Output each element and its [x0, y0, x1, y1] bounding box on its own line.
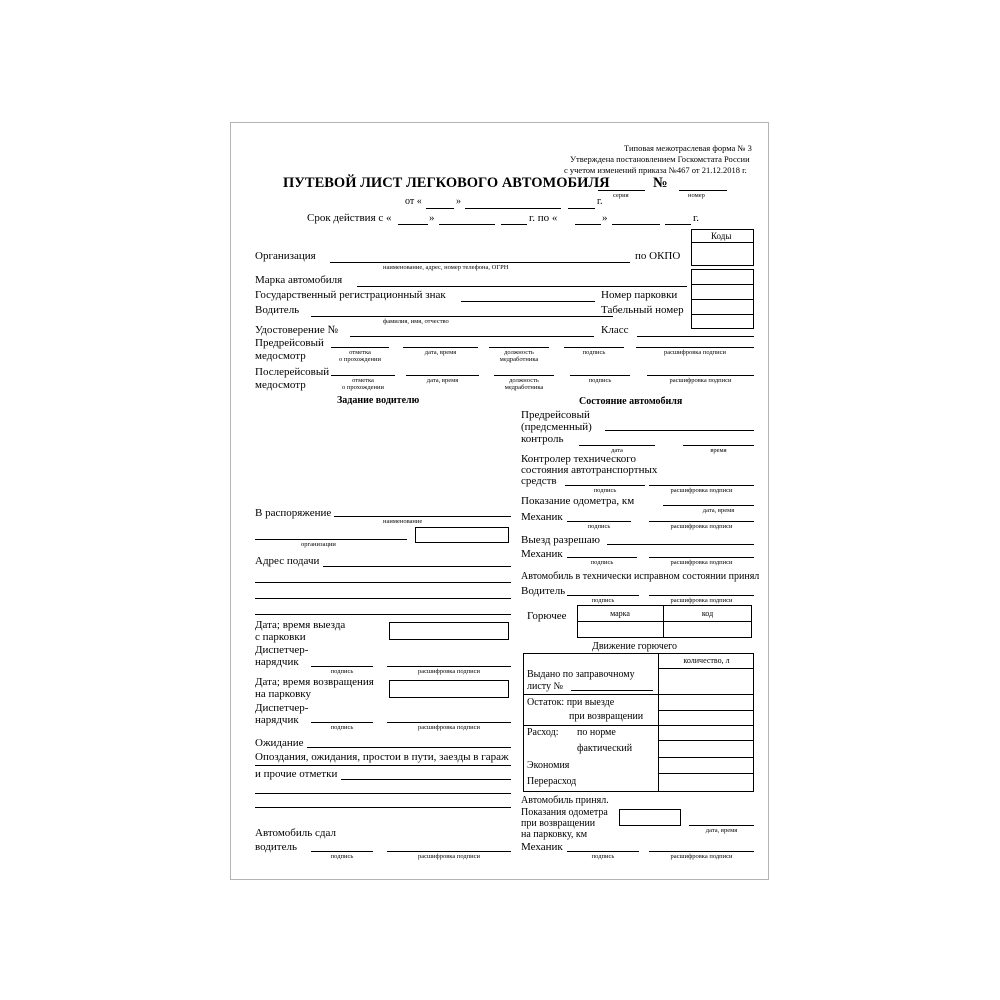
departure-label-1: Дата; время выезда: [255, 619, 346, 631]
form-approval-line-2: Утверждена постановлением Госкомстата России: [570, 154, 750, 164]
mechanic-1-decoding-field[interactable]: [649, 521, 754, 522]
pre-medical-signature-caption: подпись: [582, 349, 606, 356]
car-handed-label-2: водитель: [255, 841, 297, 853]
pre-medical-datetime-field[interactable]: [403, 347, 478, 348]
pickup-address-field-3[interactable]: [255, 598, 511, 599]
issued-label-2: листу №: [527, 681, 564, 692]
precheck-label-2: (предсменный): [521, 421, 592, 433]
precheck-label-3: контроль: [521, 433, 564, 445]
codes-header: Коды: [711, 231, 732, 241]
odo-return-label-2: при возвращении: [521, 818, 596, 829]
mechanic-3-decoding-field[interactable]: [649, 851, 754, 852]
parking-number-label: Номер парковки: [601, 289, 678, 301]
pre-medical-position-field[interactable]: [489, 347, 549, 348]
validity-quote-close: »: [429, 212, 435, 224]
date-month-field[interactable]: [465, 208, 561, 209]
delays-field-3[interactable]: [255, 793, 511, 794]
validity-to-day[interactable]: [575, 224, 601, 225]
odo-return-box[interactable]: [619, 809, 681, 826]
date-from-label: от «: [405, 196, 422, 207]
license-field[interactable]: [350, 336, 594, 337]
post-medical-mark-caption-1: отметка: [352, 377, 374, 384]
fuel-row-divider-6: [658, 773, 754, 774]
pickup-address-label: Адрес подачи: [255, 555, 320, 567]
codes-divider-2: [691, 299, 754, 300]
okpo-code-box[interactable]: [691, 242, 754, 266]
departure-datetime-box[interactable]: [389, 622, 509, 640]
tab-number-label: Табельный номер: [601, 304, 684, 316]
driver-accept-signature-caption: подпись: [591, 597, 615, 604]
accepted-ok-label: Автомобиль в технически исправном состоянии принял: [521, 571, 760, 582]
odo-return-label-1: Показания одометра: [521, 807, 608, 818]
car-handed-signature-field[interactable]: [311, 851, 373, 852]
fuel-row-divider-4: [658, 740, 754, 741]
driver-name-caption: фамилия, имя, отчество: [383, 318, 449, 325]
dispatcher-2-decoding-caption: расшифровка подписи: [417, 724, 481, 731]
fuel-label: Горючее: [527, 610, 567, 622]
controller-label-2: состояния автотранспортных: [521, 464, 658, 476]
car-brand-field[interactable]: [357, 286, 687, 287]
mechanic-1-signature-field[interactable]: [567, 521, 631, 522]
date-quote-close: »: [456, 196, 461, 207]
disposal-org-field[interactable]: [255, 539, 407, 540]
reg-plate-field[interactable]: [461, 301, 595, 302]
date-year-label: г.: [597, 196, 603, 207]
mechanic-1-decoding-caption: расшифровка подписи: [670, 523, 733, 530]
car-handed-signature-caption: подпись: [330, 853, 354, 860]
mechanic-2-decoding-field[interactable]: [649, 557, 754, 558]
number-sign: №: [653, 175, 668, 191]
disposal-org-caption: организации: [301, 541, 336, 548]
car-handed-decoding-caption: расшифровка подписи: [417, 853, 481, 860]
driver-accept-decoding-caption: расшифровка подписи: [670, 597, 733, 604]
codes-header-cell: [691, 229, 754, 243]
dispatcher-1-label-2: нарядчик: [255, 656, 299, 668]
delays-label-2: и прочие отметки: [255, 768, 338, 780]
delays-field-2[interactable]: [341, 779, 511, 780]
driver-accept-signature-field[interactable]: [567, 595, 639, 596]
fuel-table-row-divider: [577, 621, 752, 622]
post-medical-mark-caption-2: о прохождении: [342, 384, 384, 391]
post-medical-signature-field[interactable]: [570, 375, 630, 376]
codes-divider-3: [691, 314, 754, 315]
dispatcher-2-decoding-field[interactable]: [387, 722, 511, 723]
car-handed-label-1: Автомобиль сдал: [255, 827, 336, 839]
pre-medical-signature-field[interactable]: [564, 347, 624, 348]
pre-medical-mark-field[interactable]: [331, 347, 389, 348]
post-medical-label-1: Послерейсовый: [255, 366, 330, 378]
economy-label: Экономия: [527, 760, 570, 771]
post-medical-decoding-field[interactable]: [647, 375, 754, 376]
vehicle-state-title: Состояние автомобиля: [579, 396, 683, 407]
post-medical-datetime-caption: дата, время: [426, 377, 459, 384]
dispatcher-2-label-1: Диспетчер-: [255, 702, 309, 714]
return-datetime-box[interactable]: [389, 680, 509, 698]
fuel-row-divider-5: [658, 757, 754, 758]
rest-label-2: при возвращении: [569, 711, 644, 722]
return-label-2: на парковку: [255, 688, 311, 700]
post-medical-position-caption-2: медработника: [504, 384, 544, 391]
mechanic-1-signature-caption: подпись: [587, 523, 611, 530]
precheck-time-field[interactable]: [683, 445, 754, 446]
precheck-time-caption: время: [710, 447, 727, 454]
pre-medical-label-2: медосмотр: [255, 350, 306, 362]
actual-label: фактический: [577, 743, 633, 754]
odo-return-datetime-caption: дата, время: [705, 827, 738, 834]
car-brand-label: Марка автомобиля: [255, 274, 343, 286]
rest-label-1: Остаток: при выезде: [527, 697, 615, 708]
number-caption: номер: [688, 192, 705, 199]
precheck-date-field[interactable]: [579, 445, 655, 446]
fuel-row-divider-3: [523, 725, 754, 726]
controller-signature-field[interactable]: [565, 485, 645, 486]
waiting-label: Ожидание: [255, 737, 304, 749]
precheck-field-1[interactable]: [605, 430, 754, 431]
post-medical-label-2: медосмотр: [255, 379, 306, 391]
series-caption: серия: [613, 192, 629, 199]
pre-medical-mark-caption-2: о прохождении: [339, 356, 381, 363]
disposal-name-field[interactable]: [334, 516, 511, 517]
pre-medical-decoding-caption: расшифровка подписи: [663, 349, 727, 356]
codes-divider-1: [691, 284, 754, 285]
waybill-form: [230, 122, 769, 880]
mechanic-2-signature-field[interactable]: [567, 557, 637, 558]
delays-label-1: Опоздания, ожидания, простои в пути, заезды в гараж: [255, 751, 509, 763]
series-field[interactable]: [598, 190, 645, 191]
mechanic-3-signature-caption: подпись: [591, 853, 615, 860]
organization-label: Организация: [255, 250, 316, 262]
driver-accept-decoding-field[interactable]: [649, 595, 754, 596]
exit-allowed-field[interactable]: [607, 544, 754, 545]
disposal-code-box[interactable]: [415, 527, 509, 543]
driver-accept-label: Водитель: [521, 585, 566, 597]
post-medical-mark-field[interactable]: [331, 375, 395, 376]
fuel-code-header: код: [701, 609, 714, 618]
dispatcher-1-decoding-caption: расшифровка подписи: [417, 668, 481, 675]
fuel-brand-header: марка: [610, 609, 630, 618]
validity-from-day[interactable]: [398, 224, 428, 225]
pre-medical-decoding-field[interactable]: [636, 347, 754, 348]
controller-signature-caption: подпись: [593, 487, 617, 494]
license-label: Удостоверение №: [255, 324, 338, 336]
mechanic-3-label: Механик: [521, 841, 563, 853]
class-field[interactable]: [637, 336, 754, 337]
date-year-field[interactable]: [568, 208, 595, 209]
organization-caption: наименование, адрес, номер телефона, ОГРН: [383, 264, 509, 271]
mechanic-2-signature-caption: подпись: [590, 559, 614, 566]
pickup-address-field-4[interactable]: [255, 614, 511, 615]
mechanic-3-signature-field[interactable]: [567, 851, 639, 852]
fuel-movement-col-divider: [658, 653, 659, 792]
mechanic-2-label: Механик: [521, 548, 563, 560]
issued-label-1: Выдано по заправочному: [527, 669, 635, 680]
dispatcher-1-signature-field[interactable]: [311, 666, 373, 667]
organization-field[interactable]: [330, 262, 630, 263]
form-approval-line-3: с учетом изменений приказа №467 от 21.12.2018 г.: [564, 165, 747, 175]
waiting-field[interactable]: [307, 747, 511, 748]
pre-medical-datetime-caption: дата, время: [424, 349, 457, 356]
validity-quote-close-2: »: [602, 212, 608, 224]
post-medical-position-caption-1: должность: [509, 377, 539, 384]
validity-year-label: г.: [693, 212, 700, 224]
okpo-label: по ОКПО: [635, 250, 681, 262]
mechanic-2-decoding-caption: расшифровка подписи: [670, 559, 733, 566]
driver-label: Водитель: [255, 304, 300, 316]
post-medical-signature-caption: подпись: [588, 377, 612, 384]
validity-to-year[interactable]: [665, 224, 691, 225]
controller-decoding-caption: расшифровка подписи: [670, 487, 733, 494]
controller-label-3: средств: [521, 475, 557, 487]
by-norm-label: по норме: [577, 727, 616, 738]
dispatcher-2-signature-field[interactable]: [311, 722, 373, 723]
post-medical-datetime-field[interactable]: [406, 375, 479, 376]
post-medical-decoding-caption: расшифровка подписи: [669, 377, 732, 384]
post-medical-position-field[interactable]: [494, 375, 554, 376]
car-accepted-label: Автомобиль принял.: [521, 795, 609, 806]
odometer-field[interactable]: [663, 505, 754, 506]
reg-plate-label: Государственный регистрационный знак: [255, 289, 446, 301]
fuel-row-divider-2: [658, 710, 754, 711]
pickup-address-field-2[interactable]: [255, 582, 511, 583]
mechanic-1-label: Механик: [521, 511, 563, 523]
dispatcher-1-decoding-field[interactable]: [387, 666, 511, 667]
driver-name-field[interactable]: [311, 316, 613, 317]
driver-task-title: Задание водителю: [337, 395, 420, 406]
quantity-header: количество, л: [683, 656, 730, 665]
form-title: ПУТЕВОЙ ЛИСТ ЛЕГКОВОГО АВТОМОБИЛЯ: [283, 175, 610, 191]
delays-field-4[interactable]: [255, 807, 511, 808]
validity-to-month[interactable]: [612, 224, 660, 225]
pre-medical-position-caption-1: должность: [504, 349, 534, 356]
expense-label: Расход:: [527, 727, 559, 738]
odometer-datetime-caption: дата, время: [702, 507, 735, 514]
pickup-address-field-1[interactable]: [323, 566, 511, 567]
fuel-movement-title: Движение горючего: [592, 641, 678, 652]
disposal-label: В распоряжение: [255, 507, 332, 519]
validity-label: Срок действия с «: [307, 212, 392, 224]
pre-medical-label-1: Предрейсовый: [255, 337, 324, 349]
departure-label-2: с парковки: [255, 631, 306, 643]
fuel-movement-head-divider: [658, 668, 754, 669]
date-day-field[interactable]: [426, 208, 454, 209]
number-field[interactable]: [679, 190, 727, 191]
precheck-date-caption: дата: [611, 447, 623, 454]
dispatcher-1-label-1: Диспетчер-: [255, 644, 309, 656]
return-label-1: Дата; время возвращения: [255, 676, 374, 688]
pre-medical-mark-caption-1: отметка: [349, 349, 371, 356]
validity-from-year[interactable]: [501, 224, 527, 225]
mechanic-3-decoding-caption: расшифровка подписи: [670, 853, 733, 860]
car-handed-decoding-field[interactable]: [387, 851, 511, 852]
form-approval-line-1: Типовая межотраслевая форма № 3: [624, 143, 752, 153]
odo-return-datetime-field[interactable]: [689, 825, 754, 826]
delays-field-1[interactable]: [255, 765, 511, 766]
overrun-label: Перерасход: [527, 776, 577, 787]
issued-number-field[interactable]: [571, 690, 653, 691]
fuel-row-divider-1: [523, 694, 754, 695]
pre-medical-position-caption-2: медработника: [499, 356, 539, 363]
validity-from-month[interactable]: [439, 224, 495, 225]
dispatcher-2-signature-caption: подпись: [330, 724, 354, 731]
controller-label-1: Контролер технического: [521, 453, 637, 465]
dispatcher-2-label-2: нарядчик: [255, 714, 299, 726]
odo-return-label-3: на парковку, км: [521, 829, 588, 840]
precheck-label-1: Предрейсовый: [521, 409, 590, 421]
odometer-label: Показание одометра, км: [521, 495, 635, 507]
exit-allowed-label: Выезд разрешаю: [521, 534, 600, 546]
dispatcher-1-signature-caption: подпись: [330, 668, 354, 675]
class-label: Класс: [601, 324, 629, 336]
disposal-name-caption: наименование: [383, 518, 423, 525]
validity-to-label: г. по «: [529, 212, 558, 224]
controller-decoding-field[interactable]: [649, 485, 754, 486]
